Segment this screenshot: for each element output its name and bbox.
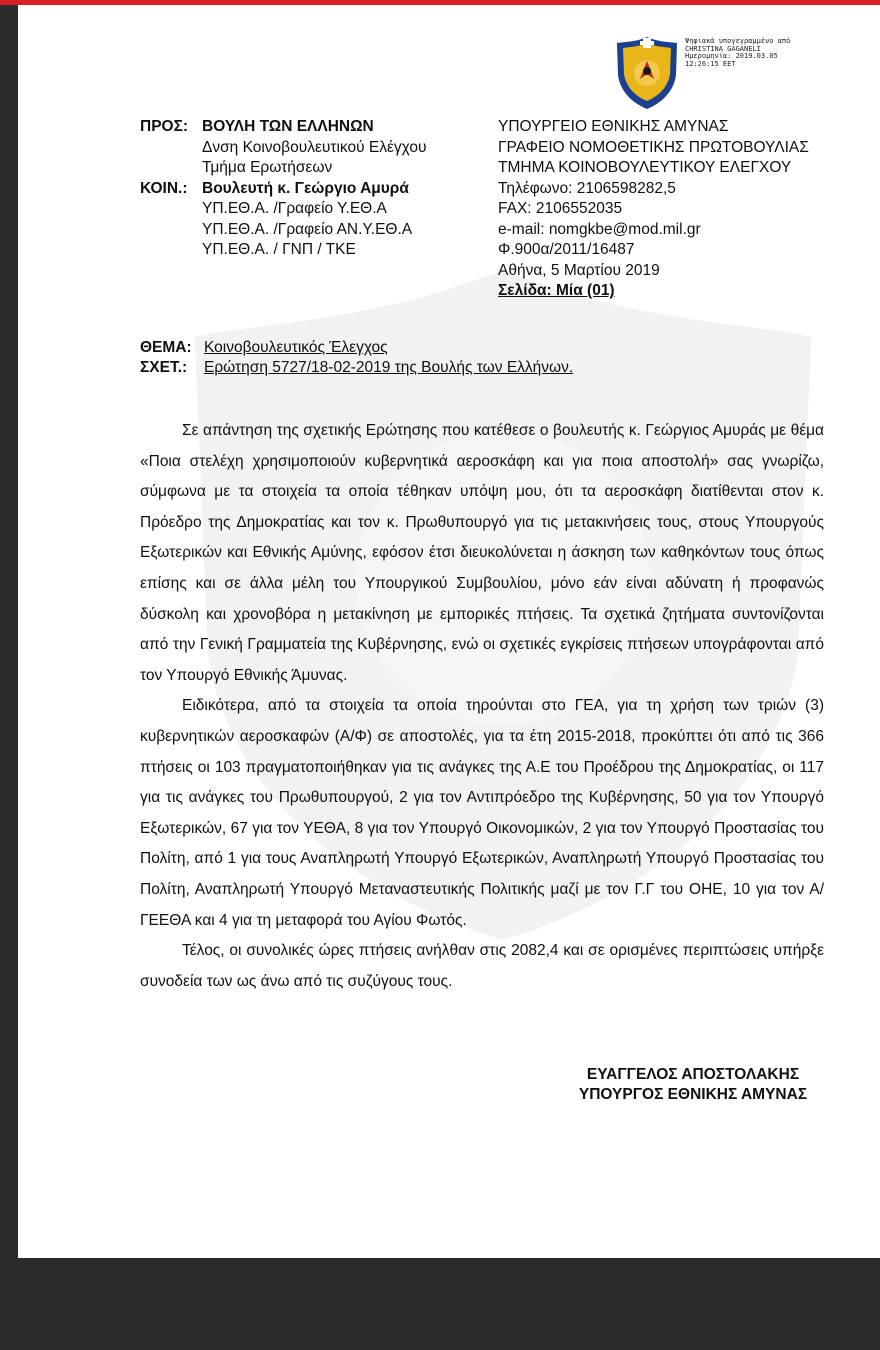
signatory-title: ΥΠΟΥΡΓΟΣ ΕΘΝΙΚΗΣ ΑΜΥΝΑΣ: [578, 1086, 808, 1103]
cc-line: ΥΠ.ΕΘ.Α. /Γραφείο ΑΝ.Υ.ΕΘ.Α: [202, 220, 413, 238]
sender-line: ΤΜΗΜΑ ΚΟΙΝΟΒΟΥΛΕΥΤΙΚΟΥ ΕΛΕΓΧΟΥ: [498, 159, 792, 176]
body-paragraph: Ειδικότερα, από τα στοιχεία τα οποία τηρούνται στο ΓΕΑ, για τη χρήση των τριών (3) κυβερνητικών αεροσκαφών (Α/Φ) σε αποστολές, για τα έτη 2015-2018, προκύπτει ότι από τις 366 πτήσεις οι 103 πραγματοποιήθηκαν για τις ανάγκες της Α.Ε του Προέδρου της Δημοκρατίας, οι 117 για τις ανάγκες του Πρωθυπουργού, 2 για τον Αντιπρόεδρο της Κυβέρνησης, 50 για τον Υπουργό Εξωτερικών, 67 για τον ΥΕΘΑ, 8 για τον Υπουργό Οικονομικών, 2 για τον Υπουργό Προστασίας του Πολίτη, από 1 για τους Αναπληρωτή Υπουργό Εξωτερικών, Αναπληρωτή Υπουργό Προστασίας του Πολίτη, Αναπληρωτή Υπουργό Μεταναστευτικής Πολιτικής μαζί με τον Γ.Γ του ΟΗΕ, 10 για τον Α/ΓΕΕΘΑ και 4 για τη μεταφορά του Αγίου Φωτός.: [140, 697, 824, 929]
document-date: Αθήνα, 5 Μαρτίου 2019: [498, 261, 660, 279]
signatory-block: [538, 1065, 848, 1105]
sxet-label: ΣΧΕΤ.:: [140, 359, 188, 376]
sender-block: [498, 117, 809, 302]
page-number: Σελίδα: Μία (01): [498, 282, 615, 299]
letter-body: [140, 416, 824, 997]
body-paragraph: Σε απάντηση της σχετικής Ερώτησης που κατέθεσε ο βουλευτής κ. Γεώργιος Αμυράς με θέμα «Ποια στελέχη χρησιμοποιούν κυβερνητικά αεροσκάφη και για ποια αποστολή» σας γνωρίζω, σύμφωνα με τα στοιχεία τα οποία τέθηκαν υπόψη μου, ότι τα αεροσκάφη διατίθενται στον κ. Πρόεδρο της Δημοκρατίας και τον κ. Πρωθυπουργό για τις μετακινήσεις τους, στους Υπουργούς Εξωτερικών και Εθνικής Αμύνης, εφόσον έτσι διευκολύνεται η άσκηση των καθηκόντων τους όπως επίσης και σε άλλα μέλη του Υπουργικού Συμβουλίου, μόνο εάν είναι αδύνατη ή προφανώς δύσκολη και χρονοβόρα η μετακίνηση με εμπορικές πτήσεις. Τα σχετικά ζητήματα συντονίζονται από την Γενική Γραμματεία της Κυβέρνησης, ενώ οι σχετικές εγκρίσεις πτήσεων υπογράφονται από τον Υπουργό Εθνικής Άμυνας.: [140, 422, 824, 684]
sender-phone: Τηλέφωνο: 2106598282,5: [498, 179, 676, 197]
sender-line: ΥΠΟΥΡΓΕΙΟ ΕΘΝΙΚΗΣ ΑΜΥΝΑΣ: [498, 118, 729, 135]
sxet-text: Ερώτηση 5727/18-02-2019 της Βουλής των Ελλήνων.: [204, 359, 574, 376]
subject-block: [140, 338, 573, 378]
document-page: [18, 5, 880, 1258]
to-line: Τμήμα Ερωτήσεων: [202, 159, 333, 176]
to-label: ΠΡΟΣ:: [140, 118, 189, 135]
protocol-number: Φ.900α/2011/16487: [498, 241, 635, 258]
sender-line: ΓΡΑΦΕΙΟ ΝΟΜΟΘΕΤΙΚΗΣ ΠΡΩΤΟΒΟΥΛΙΑΣ: [498, 138, 809, 156]
ministry-emblem-icon: [614, 35, 680, 111]
signatory-name: ΕΥΑΓΓΕΛΟΣ ΑΠΟΣΤΟΛΑΚΗΣ: [586, 1066, 800, 1083]
to-name: ΒΟΥΛΗ ΤΩΝ ΕΛΛΗΝΩΝ: [202, 118, 374, 135]
sender-fax: FAX: 2106552035: [498, 200, 623, 217]
cc-line: ΥΠ.ΕΘ.Α. / ΓΝΠ / ΤΚΕ: [202, 241, 356, 258]
body-paragraph: Τέλος, οι συνολικές ώρες πτήσεις ανήλθαν στις 2082,4 και σε ορισμένες περιπτώσεις υπήρξε συνοδεία των ως άνω από τις συζύγους τους.: [140, 942, 824, 990]
thema-text: Κοινοβουλευτικός Έλεγχος: [204, 339, 388, 356]
sender-email: e-mail: nomgkbe@mod.mil.gr: [498, 220, 701, 238]
cc-line: ΥΠ.ΕΘ.Α. /Γραφείο Υ.ΕΘ.Α: [202, 200, 387, 217]
thema-label: ΘΕΜΑ:: [140, 339, 192, 356]
cc-label: ΚΟΙΝ.:: [140, 179, 188, 197]
digital-signature-stamp: Ψηφιακά υπογεγραμμένο από CHRISTINA GAGANELI Ημερομηνία: 2019.03.05 12:26:15 EET: [685, 37, 791, 68]
recipients-block: [140, 117, 426, 261]
cc-name: Βουλευτή κ. Γεώργιο Αμυρά: [202, 179, 409, 197]
to-line: Δνση Κοινοβουλευτικού Ελέγχου: [202, 138, 427, 156]
